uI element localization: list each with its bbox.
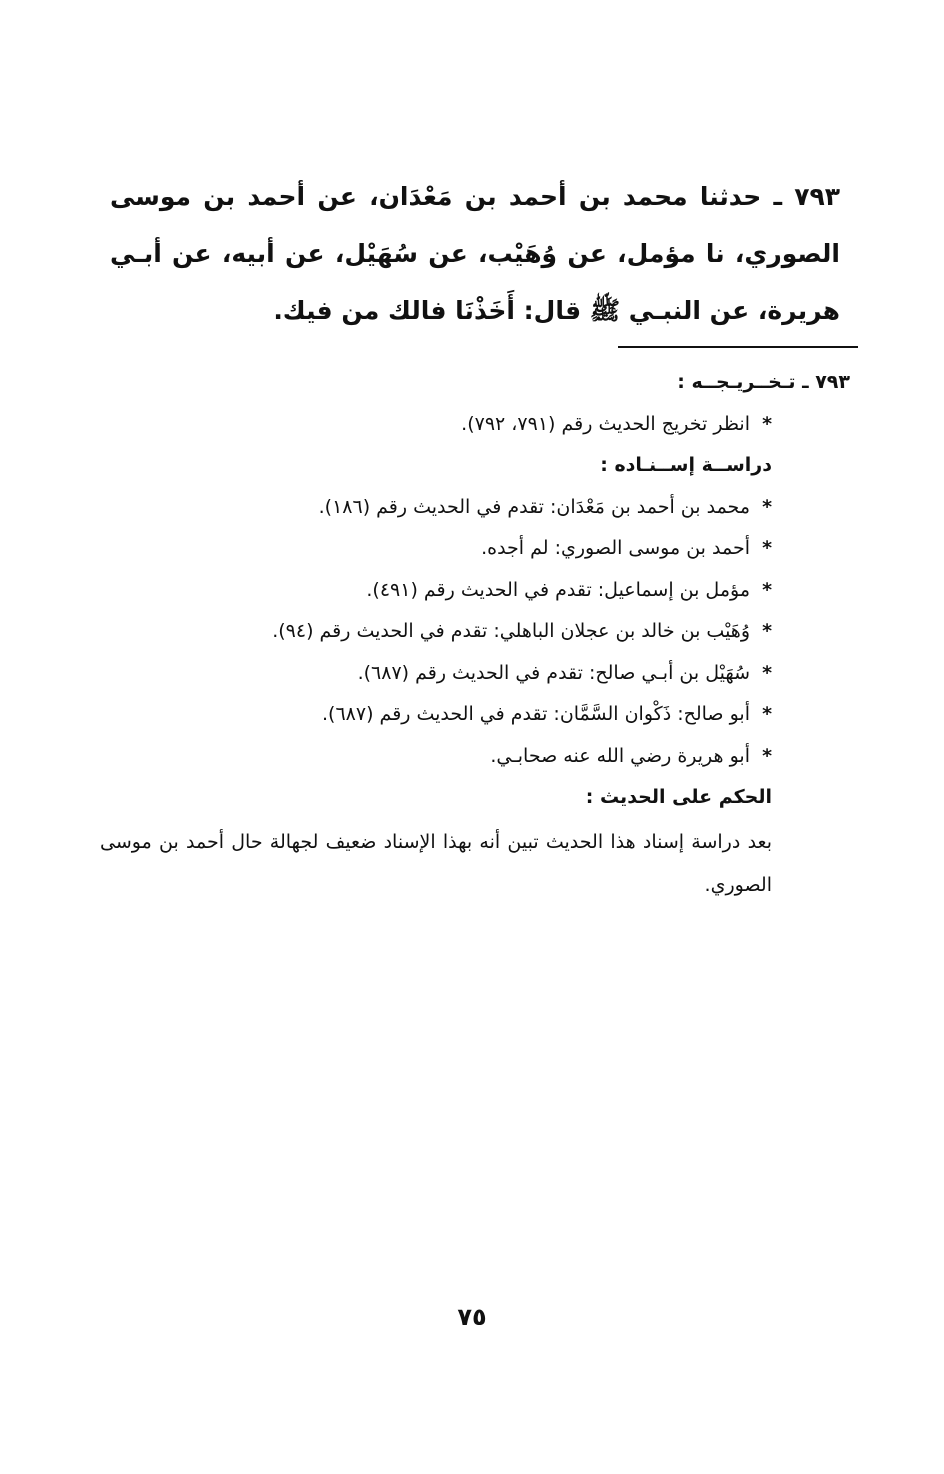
narrator-item	[100, 570, 850, 612]
bullet-icon: *	[762, 661, 772, 684]
narrator-text: محمد بن أحمد بن مَعْدَان: تقدم في الحديث رقم (١٨٦).	[318, 495, 750, 518]
hadith-text-block	[110, 168, 840, 339]
hadith-dash: ـ	[761, 182, 795, 211]
isnad-heading: دراســة إســنـاده :	[600, 454, 772, 476]
takhrij-heading: ٧٩٣ ـ تـخــريـجــه :	[677, 371, 850, 393]
bullet-icon: *	[762, 412, 772, 435]
narrator-item	[100, 487, 850, 529]
page-number: ٧٥	[457, 1303, 487, 1331]
narrator-text: أحمد بن موسى الصوري: لم أجده.	[481, 537, 750, 559]
narrator-text: وُهَيْب بن خالد بن عجلان الباهلي: تقدم في الحديث رقم (٩٤).	[272, 620, 750, 642]
ruling-heading: الحكم على الحديث :	[585, 786, 772, 808]
hadith-number: ٧٩٣	[794, 182, 841, 211]
hadith-body: حدثنا محمد بن أحمد بن مَعْدَان، عن أحمد بن موسى الصوري، نا مؤمل، عن وُهَيْب، عن سُهَيْل، عن أبيه، عن أبـي هريرة، عن النبـي ﷺ قال: أَخَذْنَا فالك من فيك.	[110, 182, 840, 325]
narrator-item	[100, 653, 850, 695]
narrator-text: سُهَيْل بن أبـي صالح: تقدم في الحديث رقم (٦٨٧).	[357, 661, 750, 684]
bullet-icon: *	[762, 537, 772, 559]
narrator-item	[100, 611, 850, 653]
bullet-icon: *	[762, 703, 772, 725]
bullet-icon: *	[762, 495, 772, 518]
narrator-item	[100, 736, 850, 778]
narrator-text: أبو صالح: ذَكْوان السَّمَّان: تقدم في الحديث رقم (٦٨٧).	[322, 703, 750, 725]
narrator-item	[100, 528, 850, 570]
footnote-separator	[618, 346, 858, 348]
ruling-text: بعد دراسة إسناد هذا الحديث تبين أنه بهذا الإسناد ضعيف لجهالة حال أحمد بن موسى الصوري.	[100, 830, 772, 896]
narrator-item	[100, 694, 850, 736]
bullet-icon: *	[762, 744, 772, 767]
footnotes	[100, 362, 850, 907]
bullet-icon: *	[762, 620, 772, 642]
bullet-icon: *	[762, 578, 772, 601]
reference-text: انظر تخريج الحديث رقم (٧٩١، ٧٩٢).	[461, 412, 750, 435]
narrator-text: مؤمل بن إسماعيل: تقدم في الحديث رقم (٤٩١).	[366, 578, 750, 601]
takhrij-reference	[100, 404, 850, 446]
narrator-text: أبو هريرة رضي الله عنه صحابـي.	[490, 744, 750, 767]
